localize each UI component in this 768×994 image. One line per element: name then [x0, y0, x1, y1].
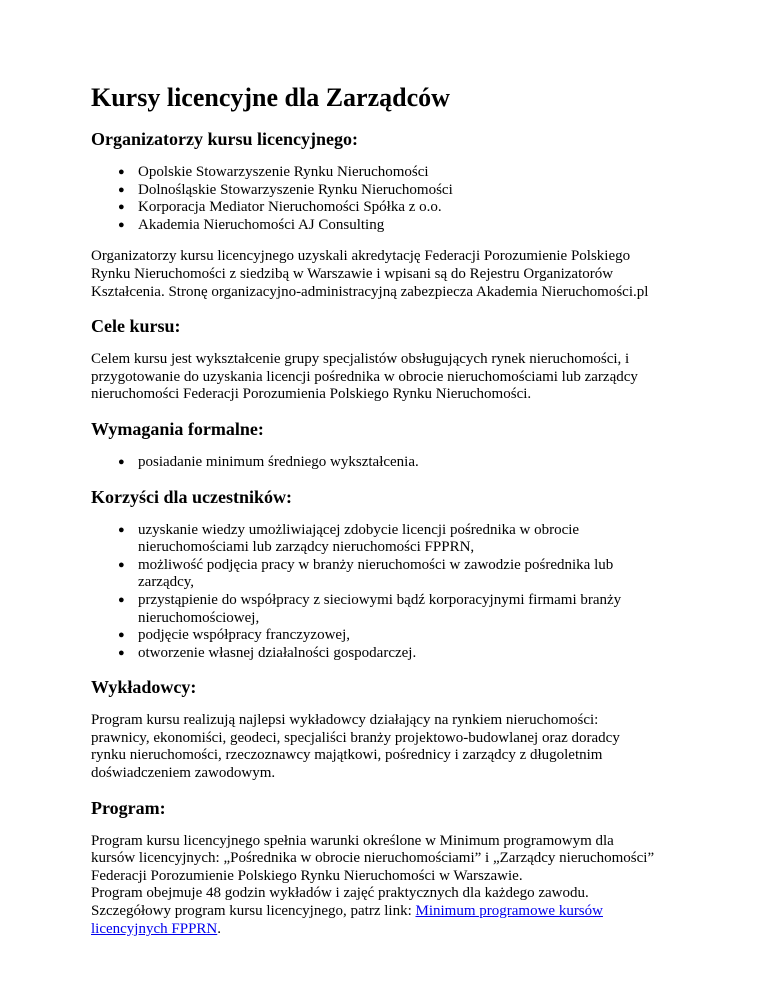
bullet-icon: ●	[118, 201, 125, 214]
list-item: ● otworzenie własnej działalności gospodarczej.	[118, 644, 417, 661]
lecturers-heading: Wykładowcy:	[91, 677, 197, 698]
organizers-paragraph: Organizatorzy kursu licencyjnego uzyskali akredytację Federacji Porozumienie Polskiego Rynku Nieruchomości z siedzibą w Warszawie i wpisani są do Rejestru Organizatorów Kształcenia. Stronę organizacyjno-administracyjną zabezpiecza Akademia Nieruchomości.pl	[91, 248, 649, 300]
bullet-icon: ●	[118, 523, 125, 536]
bullet-icon: ●	[118, 183, 125, 196]
bullet-icon: ●	[118, 455, 125, 468]
benefits-heading: Korzyści dla uczestników:	[91, 486, 292, 507]
list-item: ● podjęcie współpracy franczyzowej,	[118, 627, 350, 644]
benefits-list	[91, 522, 708, 663]
program-minimum-link[interactable]: Minimum programowe kursów licencyjnych FPPRN	[91, 903, 603, 937]
organizers-list	[91, 164, 708, 234]
organizers-heading: Organizatorzy kursu licencyjnego:	[91, 129, 358, 149]
bullet-icon: ●	[118, 629, 125, 642]
list-item: ● posiadanie minimum średniego wykształcenia.	[118, 453, 419, 470]
page-title: Kursy licencyjne dla Zarządców	[91, 83, 450, 112]
bullet-icon: ●	[118, 646, 125, 659]
list-item: ● uzyskanie wiedzy umożliwiającej zdobycie licencji pośrednika w obrocie nieruchomościami lub zarządcy nieruchomości FPPRN,	[118, 521, 580, 556]
bullet-icon: ●	[118, 218, 125, 231]
list-item: ● Dolnośląskie Stowarzyszenie Rynku Nieruchomości	[118, 181, 453, 198]
list-item: ● możliwość podjęcia pracy w branży nieruchomości w zawodzie pośrednika lub zarządcy,	[118, 556, 614, 591]
list-item: ● Akademia Nieruchomości AJ Consulting	[118, 216, 385, 233]
list-item: ● Opolskie Stowarzyszenie Rynku Nieruchomości	[118, 164, 429, 180]
bullet-icon: ●	[118, 166, 125, 178]
lecturers-paragraph: Program kursu realizują najlepsi wykładowcy działający na rynkiem nieruchomości: prawnicy, ekonomiści, geodeci, specjaliści branży projektowo-budowlanej oraz doradcy rynku nieruchomości, rzeczoznawcy majątkowi, pośrednicy i zarządcy z długoletnim doświadczeniem zawodowym.	[91, 712, 620, 782]
list-item: ● przystąpienie do współpracy z sieciowymi bądź korporacyjnymi firmami branży nieruchomościowej,	[118, 591, 622, 626]
list-item: ● Korporacja Mediator Nieruchomości Spółka z o.o.	[118, 199, 442, 216]
goals-paragraph: Celem kursu jest wykształcenie grupy specjalistów obsługujących rynek nieruchomości, i przygotowanie do uzyskania licencji pośrednika w obrocie nieruchomościami lub zarządcy nieruchomości Federacji Porozumienia Polskiego Rynku Nieruchomości.	[91, 351, 638, 403]
requirements-heading: Wymagania formalne:	[91, 418, 264, 439]
program-heading: Program:	[91, 797, 166, 818]
goals-heading: Cele kursu:	[91, 316, 181, 337]
requirements-list	[91, 454, 708, 472]
bullet-icon: ●	[118, 558, 125, 571]
bullet-icon: ●	[118, 593, 125, 606]
program-paragraph: Program kursu licencyjnego spełnia warunki określone w Minimum programowym dla kursów licencyjnych: „Pośrednika w obrocie nieruchomościami” i „Zarządcy nieruchomości” Federacji Porozumienie Polskiego Rynku Nieruchomości w Warszawie. Program obejmuje 48 godzin wykładów i zajęć praktycznych dla każdego zawodu. Szczegółowy program kursu licencyjnego, patrz link: Minimum programowe kursów licencyjnych FPPRN.	[91, 832, 655, 937]
